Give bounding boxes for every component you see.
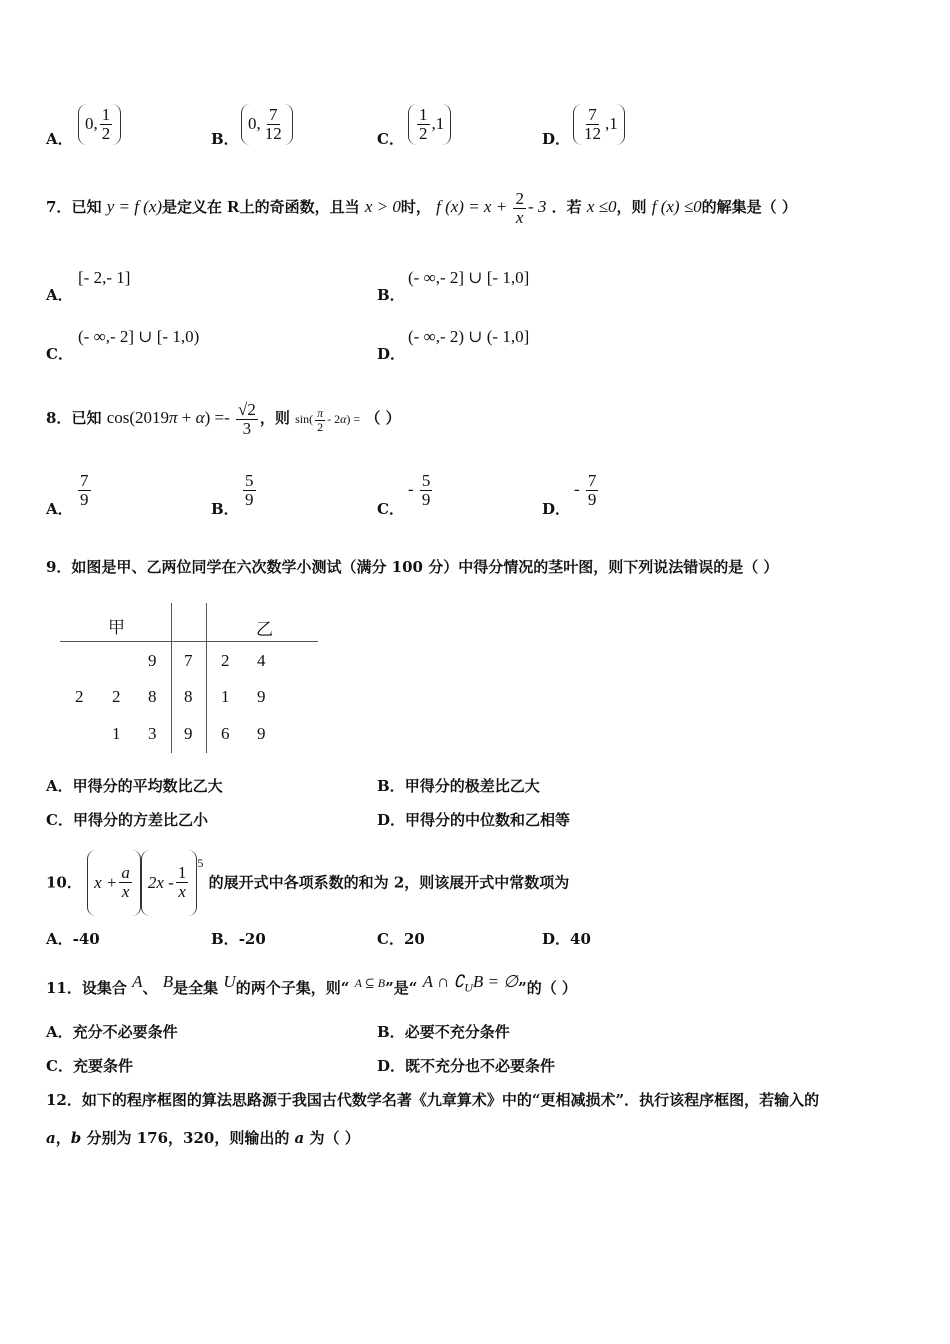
q7-option-a-label: A． <box>46 286 73 304</box>
q6-option-d-label: D． <box>542 130 571 148</box>
q7-option-d-text: (- ∞,- 2) ∪ (- 1,0] <box>408 327 530 346</box>
q9-stem: 9．如图是甲、乙两位同学在六次数学小测试（满分 100 分）中得分情况的茎叶图，则下列说法错误的是（ ） <box>46 558 779 576</box>
stem-leaf-plot: 甲 乙 9 7 2 4 2 2 8 8 1 9 1 3 9 6 9 <box>60 603 320 753</box>
plot-header-jia: 甲 <box>108 618 125 637</box>
q6-option-a-expr: 0, $\frac{1}{2}$ <box>78 104 121 145</box>
q7-def: f (x) = x + $\frac{2}{x}$ - 3 <box>436 188 547 227</box>
q11-option-a: A．充分不必要条件 <box>46 1023 178 1041</box>
q6-option-b-label: B． <box>211 130 239 148</box>
q10-option-a: A．-40 <box>46 930 100 948</box>
q6-option-c-expr: $\frac{1}{2}$ ,1 <box>408 104 451 145</box>
q10-option-c: C．20 <box>377 930 425 948</box>
q7-option-b-label: B． <box>377 286 405 304</box>
q12-line1: 12．如下的程序框图的算法思路源于我国古代数学名著《九章算术》中的“更相减损术”．执行该程序框图，若输入的 <box>46 1091 820 1109</box>
q10-expr: x + $\frac{a}{x}$ 2x - $\frac{1}{x}$ $^5$ <box>87 873 203 892</box>
plot-divider-left <box>171 603 172 753</box>
q8-options: A． $\frac{7}{9}$ B． $\frac{5}{9}$ C． - $\frac{5}{9}$ D． - $\frac{7}{9}$ <box>46 471 597 518</box>
q6-option-d-expr: $\frac{7}{12}$ ,1 <box>573 104 625 145</box>
q9-option-b: B．甲得分的极差比乙大 <box>377 777 540 795</box>
plot-divider-right <box>206 603 207 753</box>
q6-option-a-label: A． <box>46 130 73 148</box>
q8-target: sin( $\frac{\pi}{2}$ - 2α) = <box>295 406 361 434</box>
q12-line2: a，b 分别为 176，320，则输出的 a 为（ ） <box>46 1129 360 1147</box>
stem-7: 7 <box>184 651 193 670</box>
q7-option-b-text: (- ∞,- 2] ∪ [- 1,0] <box>408 268 530 287</box>
q9-option-d: D．甲得分的中位数和乙相等 <box>377 811 571 829</box>
q6-option-b-expr: 0, $\frac{7}{12}$ <box>241 104 293 145</box>
q11-option-d: D．既不充分也不必要条件 <box>377 1057 556 1075</box>
plot-header-yi: 乙 <box>256 620 273 639</box>
stem-8: 8 <box>184 687 193 706</box>
q8-stem: 8．已知 cos(2019π + α) =- $\frac{√2}{3}$ ，则 sin( $\frac{\pi}{2}$ - 2α) = （ ） <box>46 399 401 438</box>
q10-option-d: D．40 <box>542 930 591 948</box>
q7-func: y = f (x) <box>106 197 163 216</box>
q11-stem: 11．设集合 $^A$、 $^B$是全集 $^U$的两个子集，则“ $^{A ⊆ B}$”是“ $^{A \cap ∁_UB = \emptyset}$”的（ ） <box>46 972 577 997</box>
q11-option-b: B．必要不充分条件 <box>377 1023 510 1041</box>
q7-option-a-text: [- 2,- 1] <box>78 268 131 287</box>
plot-header-line <box>60 641 318 642</box>
q10-stem: 10． x + $\frac{a}{x}$ 2x - $\frac{1}{x}$ $^5$ 的展开式中各项系数的和为 2，则该展开式中常数项为 <box>46 846 569 908</box>
q8-given: cos(2019π + α) =- $\frac{√2}{3}$ <box>106 399 256 438</box>
q7-option-c-text: (- ∞,- 2] ∪ [- 1,0) <box>78 327 200 346</box>
stem-9: 9 <box>184 724 193 743</box>
q6-option-c-label: C． <box>377 130 404 148</box>
q7-option-c-label: C． <box>46 345 73 363</box>
q7-cond: x > 0 <box>364 197 401 216</box>
q7-stem: 7．已知 y = f (x)是定义在 R上的奇函数，且当 x > 0时， f (x) = x + $\frac{2}{x}$ - 3 ．若 x ≤0，则 f (x) ≤0的解集是（ ） <box>46 188 797 227</box>
q9-option-c: C．甲得分的方差比乙小 <box>46 811 208 829</box>
q6-options <box>46 100 666 152</box>
q7-option-d-label: D． <box>377 345 406 363</box>
q9-option-a: A．甲得分的平均数比乙大 <box>46 777 223 795</box>
q10-option-b: B．-20 <box>211 930 266 948</box>
q11-option-c: C．充要条件 <box>46 1057 133 1075</box>
